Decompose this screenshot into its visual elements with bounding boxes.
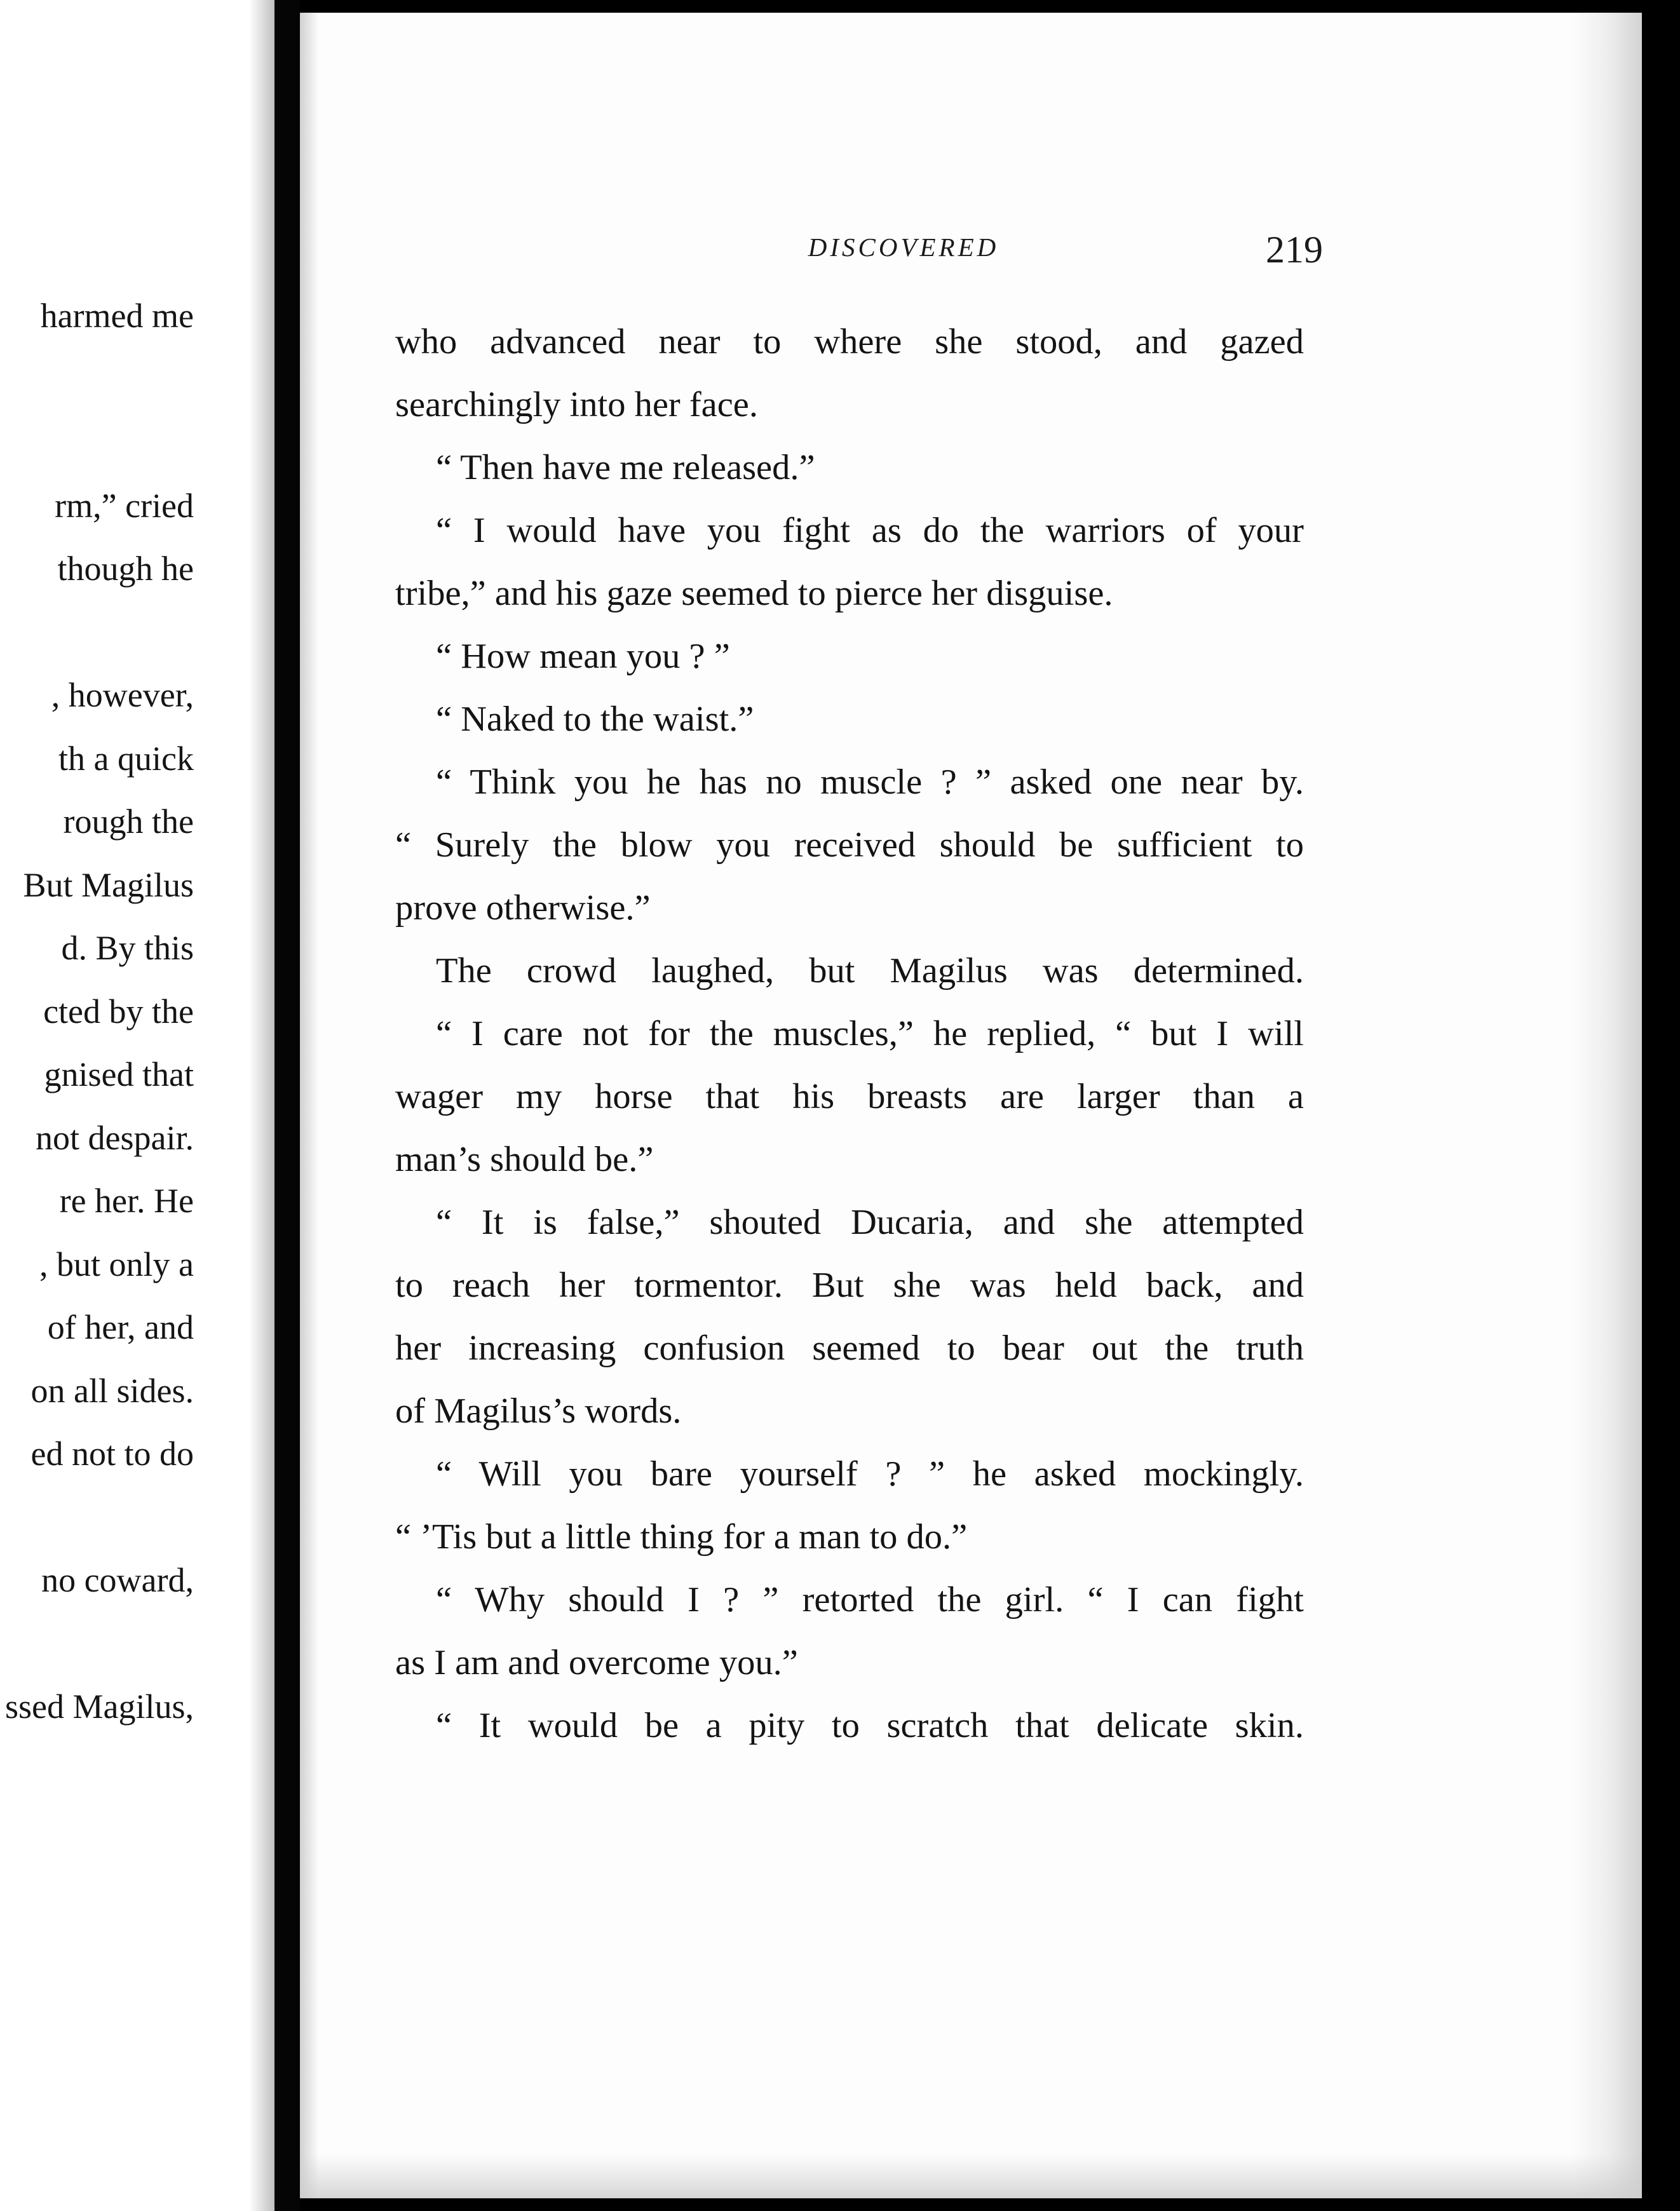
text-line: “ Then have me released.” [436, 448, 815, 487]
text-line: “ Will you bare yourself ? ” he asked mockingly. [436, 1454, 1304, 1494]
facing-page-line: , but only a [39, 1245, 194, 1283]
text-line: wager my horse that his breasts are larger than a [395, 1077, 1304, 1116]
facing-page-line: ed not to do [30, 1435, 194, 1473]
text-line: man’s should be.” [395, 1140, 654, 1179]
text-line: to reach her tormentor. But she was held back, and [395, 1266, 1304, 1305]
page-outer-edge [1572, 13, 1642, 2198]
facing-page-line: rough the [63, 802, 194, 841]
facing-page-line [0, 610, 194, 654]
page [300, 13, 1642, 2198]
text-line: “ Think you he has no muscle ? ” asked one near by. [436, 762, 1304, 802]
text-line: “ I would have you fight as do the warriors of your [436, 511, 1304, 550]
facing-page-line [0, 1495, 194, 1539]
page-bottom-edge [300, 2154, 1642, 2198]
page-inner-shadow [300, 13, 319, 2198]
running-head [300, 219, 1642, 276]
page-number: 219 [1266, 229, 1323, 271]
text-line: searchingly into her face. [395, 385, 759, 424]
facing-page [0, 0, 274, 2211]
facing-page-line: not despair. [36, 1118, 194, 1157]
text-line: who advanced near to where she stood, and gazed [395, 322, 1304, 362]
text-line: “ Naked to the waist.” [436, 700, 754, 739]
facing-page-line: cted by the [43, 992, 194, 1031]
text-line: “ I care not for the muscles,” he replied, “ but I will [436, 1014, 1304, 1053]
facing-page-line [0, 420, 194, 464]
facing-page-line: ssed Magilus, [5, 1687, 194, 1726]
text-line: tribe,” and his gaze seemed to pierce her disguise. [395, 574, 1113, 613]
running-title: DISCOVERED [808, 233, 999, 262]
text-line: “ How mean you ? ” [436, 637, 730, 676]
text-line: The crowd laughed, but Magilus was determined. [436, 951, 1304, 991]
text-line: “ It would be a pity to scratch that delicate skin. [436, 1706, 1304, 1745]
book-gutter [274, 0, 300, 2211]
text-line: “ Why should I ? ” retorted the girl. “ I can fight [436, 1580, 1304, 1619]
facing-page-line: th a quick [58, 739, 194, 778]
facing-page-line: d. By this [61, 929, 194, 967]
text-line: as I am and overcome you.” [395, 1643, 798, 1682]
facing-page-line: re her. He [59, 1182, 194, 1220]
text-line: “ It is false,” shouted Ducaria, and she attempted [436, 1203, 1304, 1242]
facing-page-gutter-shadow [249, 0, 274, 2211]
text-line: her increasing confusion seemed to bear out the truth [395, 1329, 1304, 1368]
facing-page-line [0, 357, 194, 402]
text-line: of Magilus’s words. [395, 1391, 682, 1431]
facing-page-line: gnised that [44, 1055, 194, 1093]
facing-page-line: on all sides. [30, 1371, 194, 1410]
facing-page-line: , however, [51, 676, 194, 714]
facing-page-line: harmed me [40, 297, 194, 335]
facing-page-line: though he [57, 550, 194, 588]
facing-page-line: no coward, [41, 1561, 194, 1599]
text-line: “ ’Tis but a little thing for a man to do.” [395, 1517, 968, 1557]
facing-page-line: rm,” cried [55, 486, 194, 525]
text-line: prove otherwise.” [395, 888, 651, 928]
facing-page-line: of her, and [47, 1308, 194, 1346]
facing-page-line: But Magilus [23, 865, 194, 904]
facing-page-line [0, 1621, 194, 1666]
body-text [395, 311, 1304, 1757]
text-line: “ Surely the blow you received should be sufficient to [395, 825, 1304, 865]
